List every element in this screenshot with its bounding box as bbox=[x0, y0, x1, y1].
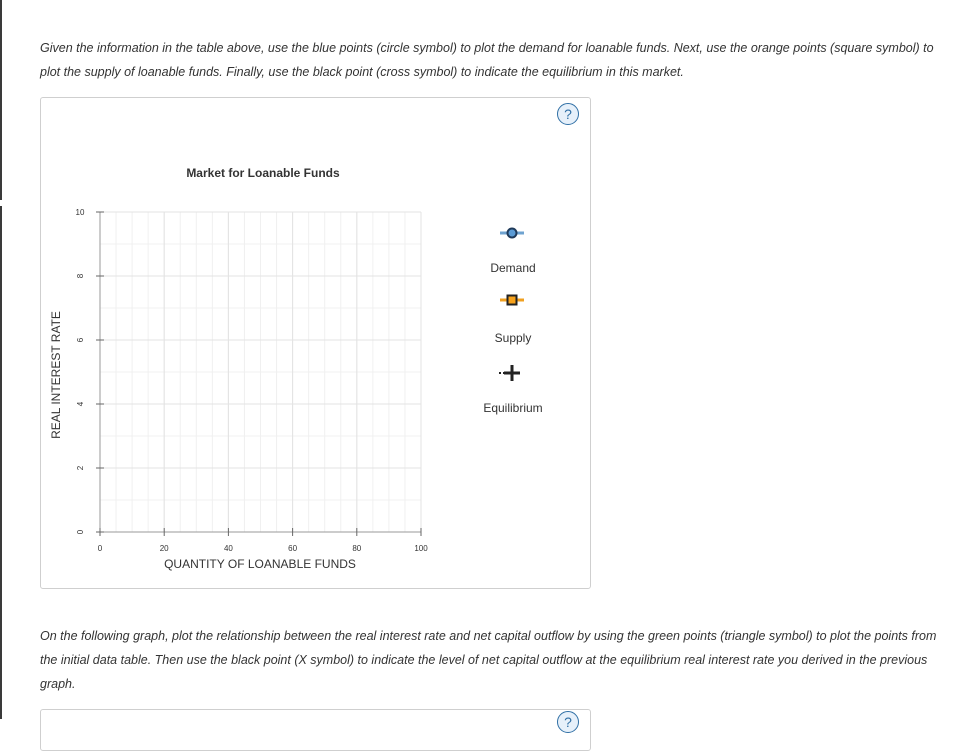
grid-minor-lines bbox=[100, 212, 421, 532]
square-icon bbox=[508, 296, 517, 305]
x-tick-label: 40 bbox=[223, 544, 233, 553]
x-tick-label: 0 bbox=[97, 544, 103, 553]
y-tick-label: 2 bbox=[76, 465, 85, 471]
demand-tool[interactable] bbox=[500, 229, 524, 238]
x-tick-label: 20 bbox=[159, 544, 169, 553]
y-tick-label: 8 bbox=[76, 273, 85, 279]
x-tick-label: 80 bbox=[352, 544, 362, 553]
instructions-paragraph-2: On the following graph, plot the relationship between the real interest rate and net capital outflow by using the green points (triangle symbol) to plot the points from the initial data table. Then use the black point (X symbol) to indicate the level of net capital outflow at the equilibrium real interest rate you derived in the previous graph. bbox=[40, 629, 937, 691]
circle-icon bbox=[508, 229, 517, 238]
y-axis-label: REAL INTEREST RATE bbox=[49, 311, 63, 439]
supply-tool[interactable] bbox=[500, 296, 524, 305]
legend-demand-label: Demand bbox=[490, 261, 536, 275]
y-tick-label: 4 bbox=[76, 401, 85, 407]
legend-equilibrium-label: Equilibrium bbox=[483, 401, 543, 415]
instructions-paragraph-1: Given the information in the table above, use the blue points (circle symbol) to plot the demand for loanable funds. Next, use the orange points (square symbol) to plot the supply of loanable funds. Finally, use the black point (cross symbol) to indicate the equilibrium in this market. bbox=[40, 41, 934, 79]
x-tick-label: 60 bbox=[288, 544, 298, 553]
help-icon[interactable]: ? bbox=[557, 103, 579, 125]
graph-panel-net-capital-outflow bbox=[40, 709, 591, 751]
equilibrium-tool[interactable] bbox=[499, 365, 520, 381]
x-axis-label: QUANTITY OF LOANABLE FUNDS bbox=[164, 557, 356, 571]
tick-labels bbox=[76, 208, 429, 553]
y-tick-label: 10 bbox=[75, 208, 85, 217]
chart-title: Market for Loanable Funds bbox=[186, 166, 340, 180]
y-tick-label: 0 bbox=[76, 529, 85, 535]
cross-icon bbox=[504, 365, 520, 381]
y-tick-label: 6 bbox=[76, 337, 85, 343]
tick-marks bbox=[96, 212, 421, 536]
legend-supply-label: Supply bbox=[494, 331, 532, 345]
help-icon[interactable]: ? bbox=[557, 711, 579, 733]
x-tick-label: 100 bbox=[414, 544, 428, 553]
